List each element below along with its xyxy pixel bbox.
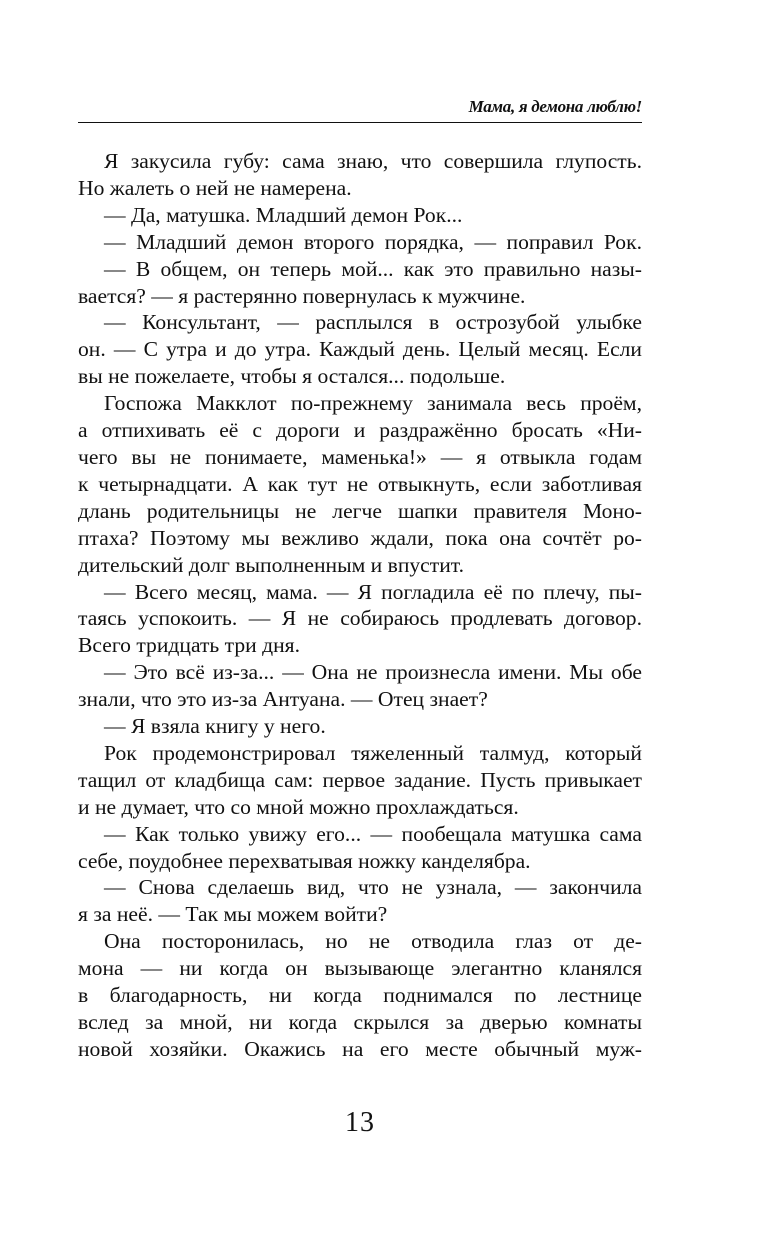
text-line: чего вы не понимаете, маменька!» — я отвыкла годам xyxy=(78,444,642,469)
text-line: знали, что это из-за Антуана. — Отец знает? xyxy=(78,687,488,712)
text-line: Она посторонилась, но не отводила глаз от де- xyxy=(104,929,642,954)
text-line: — Да, матушка. Младший демон Рок... xyxy=(104,202,463,227)
text-line: Но жалеть о ней не намерена. xyxy=(78,175,352,200)
body-text xyxy=(78,148,642,1063)
text-line: он. — С утра и до утра. Каждый день. Целый месяц. Если xyxy=(78,337,642,362)
text-line: Всего тридцать три дня. xyxy=(78,633,300,658)
text-line: а отпихивать её с дороги и раздражённо бросать «Ни- xyxy=(78,418,642,443)
running-header: Мама, я демона люблю! xyxy=(468,97,642,116)
text-line: — Я взяла книгу у него. xyxy=(104,714,326,739)
text-line: Госпожа Макклот по-прежнему занимала весь проём, xyxy=(104,391,642,416)
text-line: таясь успокоить. — Я не собираюсь продлевать договор. xyxy=(78,606,642,631)
text-line: птаха? Поэтому мы вежливо ждали, пока она сочтёт ро- xyxy=(78,525,642,550)
text-line: — Консультант, — расплылся в острозубой улыбке xyxy=(104,310,642,335)
text-line: тащил от кладбища сам: первое задание. Пусть привыкает xyxy=(78,767,642,792)
text-line: в благодарность, ни когда поднимался по лестнице xyxy=(78,983,642,1008)
text-line: вается? — я растерянно повернулась к мужчине. xyxy=(78,283,526,308)
text-line: — В общем, он теперь мой... как это правильно назы- xyxy=(104,256,642,281)
text-line: — Младший демон второго порядка, — поправил Рок. xyxy=(104,229,642,254)
text-line: вслед за мной, ни когда скрылся за дверью комнаты xyxy=(78,1010,642,1034)
text-line: длань родительницы не легче шапки правителя Моно- xyxy=(78,498,642,523)
text-line: — Всего месяц, мама. — Я погладила её по плечу, пы- xyxy=(104,579,642,604)
text-line: к четырнадцати. А как тут не отвыкнуть, если заботливая xyxy=(78,471,642,496)
text-line: Я закусила губу: сама знаю, что совершила глупость. xyxy=(104,149,642,173)
text-line: — Это всё из-за... — Она не произнесла имени. Мы обе xyxy=(104,660,642,685)
text-line: я за неё. — Так мы можем войти? xyxy=(78,902,388,927)
text-line: себе, поудобнее перехватывая ножку канделябра. xyxy=(78,848,531,873)
text-line: — Снова сделаешь вид, что не узнала, — закончила xyxy=(104,875,642,900)
header-rule xyxy=(78,122,642,123)
text-line: вы не пожелаете, чтобы я остался... подольше. xyxy=(78,364,506,389)
text-line: — Как только увижу его... — пообещала матушка сама xyxy=(104,821,642,846)
text-line: мона — ни когда он вызывающе элегантно кланялся xyxy=(78,956,642,981)
page-number: 13 xyxy=(345,1107,375,1138)
text-line: Рок продемонстрировал тяжеленный талмуд, который xyxy=(104,740,642,765)
text-line: дительский долг выполненным и впустит. xyxy=(78,552,464,577)
text-line: новой хозяйки. Окажись на его месте обычный муж- xyxy=(78,1036,642,1061)
text-line: и не думает, что со мной можно прохлаждаться. xyxy=(78,794,519,819)
